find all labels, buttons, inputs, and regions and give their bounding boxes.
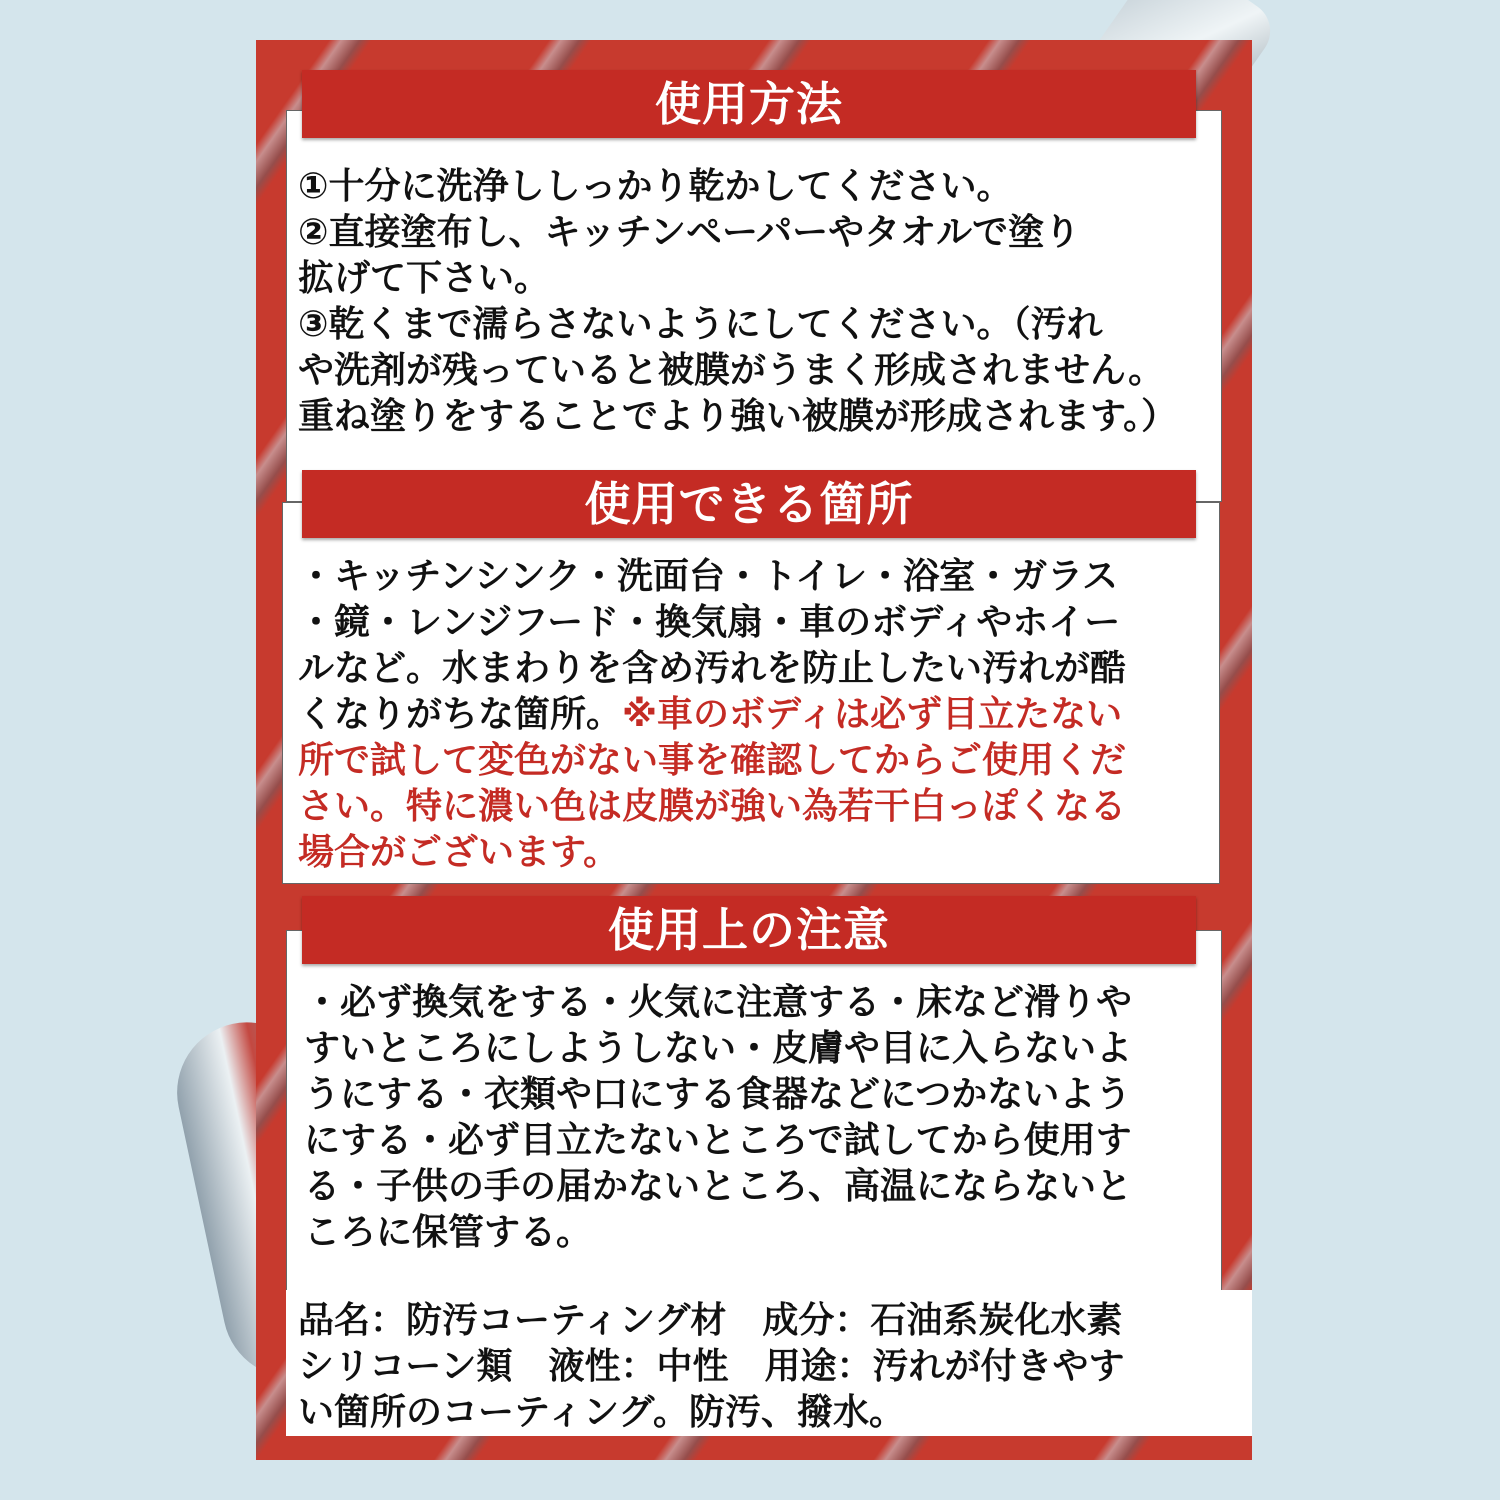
car-body-warning: ※車のボディは必ず目立たない: [622, 694, 1123, 735]
places-line-4-text: くなりがちな箇所。: [298, 694, 623, 735]
product-info-body: [298, 1298, 1125, 1436]
caution-section-body: [304, 980, 1132, 1256]
usage-section-title: 使用方法: [302, 70, 1196, 138]
usage-section-body: [298, 164, 1177, 440]
places-line-4: [298, 692, 1126, 738]
usage-line-5: や洗剤が残っていると被膜がうまく形成されません。: [298, 350, 1165, 391]
places-line-2: ・鏡・レンジフード・換気扇・車のボディやホイー: [298, 602, 1121, 643]
usage-line-6: 重ね塗りをすることでより強い被膜が形成されます。）: [298, 396, 1178, 437]
usage-line-1: ①十分に洗浄ししっかり乾かしてください。: [298, 166, 1013, 207]
caution-line-2: すいところにしようしない・皮膚や目に入らないよ: [304, 1028, 1133, 1069]
caution-line-4: にする・必ず目立たないところで試してから使用す: [304, 1120, 1132, 1161]
warning-line-3: 場合がございます。: [298, 832, 620, 873]
warning-line-2: さい。特に濃い色は皮膜が強い為若干白っぽくなる: [298, 786, 1127, 827]
places-section-title: 使用できる箇所: [302, 470, 1196, 538]
caution-line-6: ころに保管する。: [304, 1212, 593, 1253]
usage-line-3: 拡げて下さい。: [298, 258, 551, 299]
caution-section-title: 使用上の注意: [302, 896, 1196, 964]
product-info-line-3: い箇所のコーティング。防汚、撥水。: [298, 1392, 905, 1433]
warning-line-1: 所で試して変色がない事を確認してからご使用くだ: [298, 740, 1127, 781]
usage-line-4: ③乾くまで濡らさないようにしてください。（汚れ: [298, 304, 1103, 345]
caution-line-1: ・必ず換気をする・火気に注意する・床など滑りや: [304, 982, 1133, 1023]
caution-line-5: る・子供の手の届かないところ、高温にならないと: [304, 1166, 1133, 1207]
places-section-body: [298, 554, 1126, 876]
product-info-line-2: シリコーン類 液性：中性 用途：汚れが付きやす: [298, 1346, 1125, 1387]
places-line-1: ・キッチンシンク・洗面台・トイレ・浴室・ガラス: [298, 556, 1119, 597]
product-info-line-1: 品名：防汚コーティング材 成分：石油系炭化水素: [298, 1300, 1123, 1341]
places-line-3: ルなど。水まわりを含め汚れを防止したい汚れが酷: [298, 648, 1127, 689]
caution-line-3: うにする・衣類や口にする食器などにつかないよう: [304, 1074, 1132, 1115]
usage-line-2: ②直接塗布し、キッチンペーパーやタオルで塗り: [298, 212, 1081, 253]
instruction-panel: [256, 40, 1252, 1460]
